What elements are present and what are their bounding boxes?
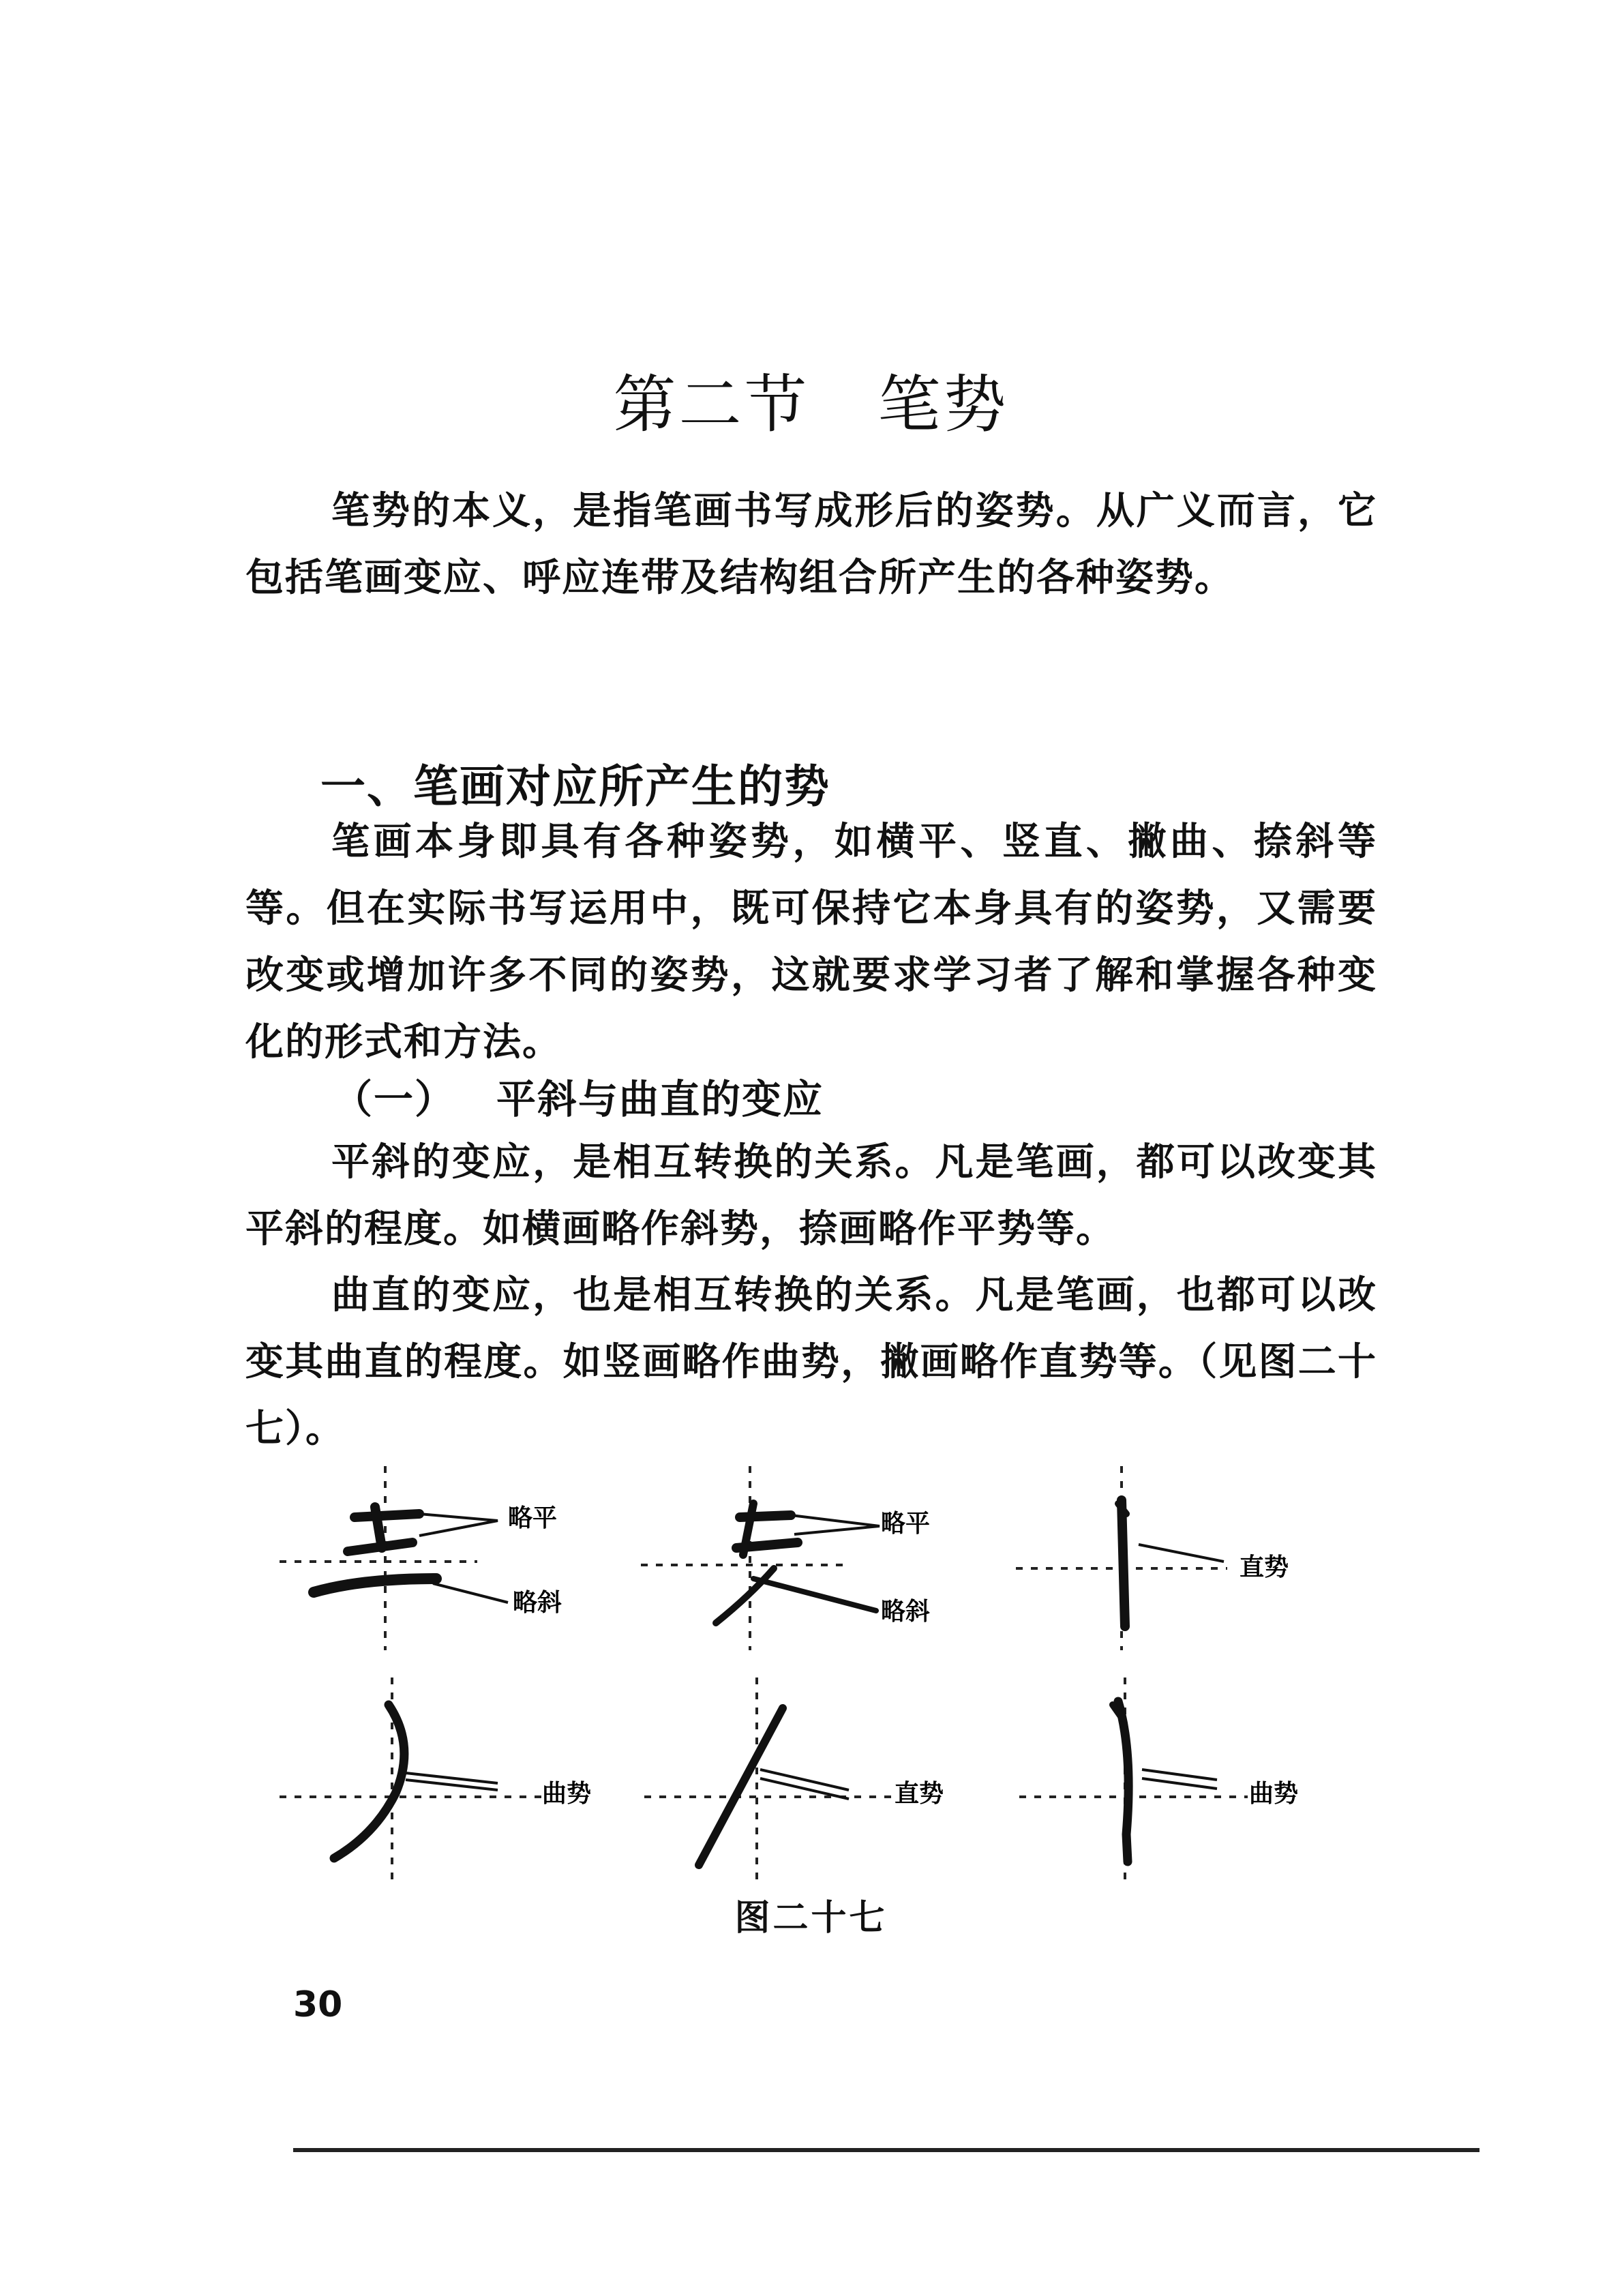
label-qu-shi-3: 曲势 bbox=[1249, 1779, 1299, 1808]
stroke-demo-straight-2 bbox=[644, 1678, 893, 1882]
section1-paragraph: 笔画本身即具有各种姿势，如横平、竖直、撇曲、捺斜等等。但在实际书写运用中，既可保持它本身具有的姿势，又需要改变或增加许多不同的姿势，这就要求学习者了解和掌握各种变化的形式和方法。 bbox=[245, 819, 1377, 1064]
label-lue-xie-1: 略斜 bbox=[513, 1588, 562, 1617]
stroke-demo-curve-3 bbox=[1019, 1678, 1248, 1882]
bottom-rule bbox=[293, 2148, 1480, 2152]
stroke-demo-vertical-1 bbox=[1016, 1466, 1227, 1650]
stroke-demo-curve-1 bbox=[280, 1678, 545, 1882]
heading-section1: 一、笔画对应所产生的势 bbox=[320, 760, 830, 813]
subsection-number: （一） bbox=[333, 1076, 456, 1122]
label-zhi-shi-1: 直势 bbox=[1240, 1553, 1289, 1581]
stroke-demo-horizontal-2 bbox=[641, 1466, 880, 1650]
stroke-demo-horizontal-1 bbox=[280, 1466, 508, 1650]
intro-paragraph: 笔势的本义，是指笔画书写成形后的姿势。从广义而言，它包括笔画变应、呼应连带及结构组合所产生的各种姿势。 bbox=[245, 488, 1377, 600]
figure-caption: 图二十七 bbox=[734, 1897, 888, 1939]
section-number: 第二节 bbox=[613, 368, 810, 441]
subsection-heading-text: 平斜与曲直的变应 bbox=[496, 1076, 824, 1122]
section-name: 笔势 bbox=[877, 368, 1009, 441]
label-lue-ping-1: 略平 bbox=[508, 1504, 558, 1532]
heading-subsection1 bbox=[333, 1067, 824, 1124]
figure-27-diagram bbox=[273, 1452, 1364, 1903]
label-qu-shi-1: 曲势 bbox=[542, 1779, 592, 1808]
subsection1-paragraph2: 曲直的变应，也是相互转换的关系。凡是笔画，也都可以改变其曲直的程度。如竖画略作曲势，撇画略作直势等。（见图二十七）。 bbox=[245, 1272, 1377, 1451]
label-lue-xie-2: 略斜 bbox=[881, 1597, 931, 1626]
section-title bbox=[0, 355, 1622, 445]
page-number: 30 bbox=[293, 1984, 343, 2025]
subsection1-paragraph1: 平斜的变应，是相互转换的关系。凡是笔画，都可以改变其平斜的程度。如横画略作斜势，捺画略作平势等。 bbox=[245, 1139, 1377, 1251]
label-zhi-shi-2: 直势 bbox=[895, 1779, 944, 1808]
label-lue-ping-2: 略平 bbox=[881, 1509, 931, 1538]
